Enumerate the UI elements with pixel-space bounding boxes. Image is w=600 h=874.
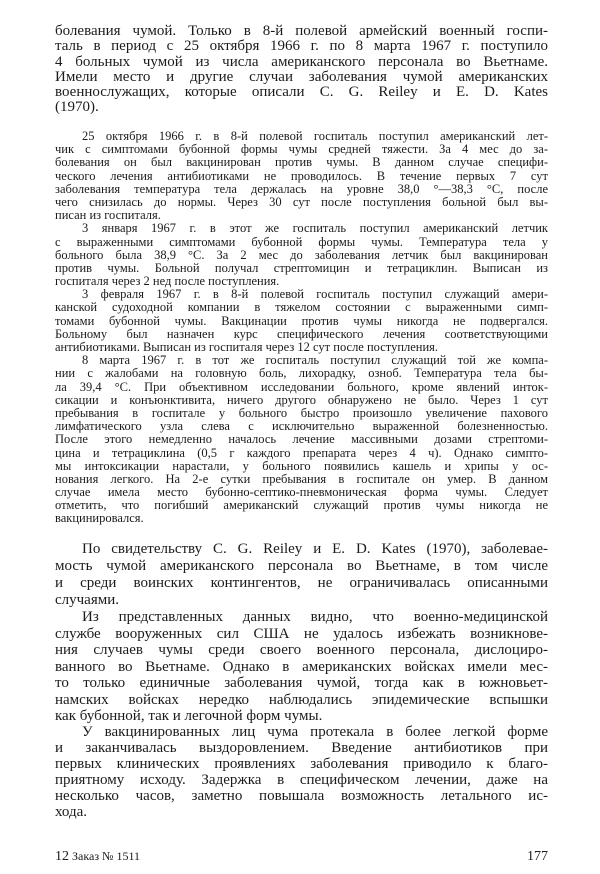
text-line: мы интоксикации нарастали, у больного появились кашель и хрипы у ос-: [55, 459, 548, 473]
text-line: больного была 38,9 °С. За 2 мес до заболевания летчик был вакцинирован: [55, 248, 548, 262]
text-line: таль в период с 25 октября 1966 г. по 8 марта 1967 г. поступило: [55, 39, 548, 55]
text-line: 8 марта 1967 г. в тот же госпиталь поступил служащий той же компа-: [82, 354, 548, 368]
text-line: (1970).: [55, 100, 99, 116]
text-line: хода.: [55, 804, 88, 820]
paragraph-conclusion: [55, 609, 548, 725]
text-line: чик с симптомами бубонной формы чумы средней тяжести. За 4 мес до за-: [55, 143, 548, 157]
text-line: мость чумой американского персонала во Вьетнаме, в том числе: [55, 558, 548, 574]
page-number: 177: [527, 849, 548, 864]
printer-signature: [55, 849, 140, 865]
text-line: 3 февраля 1967 г. в 8-й полевой госпиталь поступил служащий амери-: [82, 288, 548, 302]
text-line: против чумы. Больной получал стрептомицин и тетрациклин. Выписан из: [55, 261, 548, 275]
text-line: отметить, что погибший американский служащий против чумы никогда не: [55, 499, 548, 513]
text-line: чего снизилась до нормы. Через 30 сут после поступления больной был вы-: [55, 195, 548, 209]
text-line: нии с жалобами на головную боль, лихорадку, озноб. Температура тела бы-: [55, 367, 548, 381]
text-line: ванного во Вьетнаме. Однако в американских войсках имели мес-: [55, 658, 548, 675]
order-number: Заказ № 1511: [72, 849, 141, 863]
case-reports: [55, 130, 548, 526]
text-line: первых клинических проявлениях заболевания приводило к благо-: [55, 756, 548, 772]
text-line: намских войсках нередко наблюдались эпидемические вспышки: [55, 691, 548, 708]
text-line: службе вооруженных сил США не удалось избежать возникнове-: [55, 625, 548, 642]
text-line: случаями.: [55, 592, 120, 608]
text-line: После этого немедленно началось лечение массивными дозами стрептоми-: [55, 433, 548, 447]
text-line: с выраженными симптомами бубонной формы чумы. Температура тела у: [55, 235, 548, 249]
text-line: случае имела место бубонно-септико-пневмоническая форма чумы. Следует: [55, 486, 548, 500]
text-line: военнослужащих, которые описали C. G. Reiley и E. D. Kates: [55, 85, 548, 101]
text-line: вакцинировался.: [55, 512, 144, 526]
paragraph-reiley-kates: [55, 541, 548, 609]
page-footer: [55, 849, 548, 865]
text-line: 25 октября 1966 г. в 8-й полевой госпиталь поступил американский лет-: [82, 130, 548, 143]
text-line: пребывания в госпитале у больного быстро произошло увеличение пахового: [55, 406, 548, 420]
text-line: Из представленных данных видно, что военно-медицинской: [82, 609, 548, 625]
text-line: 4 больных чумой из числа американского персонала во Вьетнаме.: [55, 54, 548, 70]
text-line: канской судоходной компании в тяжелом состоянии с выраженными симп-: [55, 301, 548, 315]
text-line: то только единичные заболевания чумой, тогда как в южновьет-: [55, 675, 548, 691]
text-line: 3 января 1967 г. в этот же госпиталь поступил американский летчик: [82, 222, 548, 236]
text-line: Больному был назначен курс специфического лечения соответствующими: [55, 327, 548, 341]
text-line: Имели место и другие случаи заболевания чумой американских: [55, 69, 548, 85]
text-line: У вакцинированных лиц чума протекала в более легкой форме: [82, 724, 548, 740]
text-line: нования легкого. На 2-е сутки пребывания в госпитале он умер. В данном: [55, 472, 548, 486]
paragraph-vaccination: [55, 724, 548, 820]
text-line: несколько часов, заметно повышала возможность летального ис-: [55, 788, 548, 804]
signature-number: 12: [55, 849, 69, 864]
text-line: сикации и конъюнктивита, ничего другого обнаружено не было. Через 1 сут: [55, 393, 548, 407]
text-line: По свидетельству C. G. Reiley и E. D. Kates (1970), заболевае-: [82, 541, 548, 557]
text-line: цина и тетрациклина (0,5 г каждого препарата через 4 ч). Однако симпто-: [55, 446, 548, 460]
text-line: лимфатического узла слева с исключительно выраженной болезненностью.: [55, 420, 548, 434]
text-line: госпиталя через 2 нед после поступления.: [55, 275, 280, 289]
text-line: томами бубонной чумы. Вакцинации против чумы никогда не подвергался.: [55, 314, 548, 328]
text-line: ла 39,4 °С. При объективном исследовании больного, кроме явлений инток-: [55, 380, 548, 394]
text-line: ческого лечения антибиотиками не проводилось. В течение первых 7 сут: [55, 169, 548, 183]
text-line: как бубонной, так и легочной форм чумы.: [55, 708, 323, 724]
paragraph-intro: [55, 24, 548, 116]
text-line: антибиотиками. Выписан из госпиталя через 12 сут после поступления.: [55, 341, 439, 354]
text-line: заболевания температура тела держалась на уровне 38,0 °—38,3 °С, после: [55, 182, 548, 196]
text-line: ния случаев чумы среди своего военного персонала, дислоциро-: [55, 642, 548, 658]
text-line: болевания он был вакцинирован против чумы. В данном случае специфи-: [55, 156, 548, 170]
text-line: писан из госпиталя.: [55, 209, 161, 223]
text-line: и заканчивалась выздоровлением. Введение антибиотиков при: [55, 740, 548, 756]
text-line: болевания чумой. Только в 8-й полевой армейский военный госпи-: [55, 24, 548, 39]
text-line: приятному исходу. Задержка в специфическом лечении, даже на: [55, 772, 548, 788]
text-line: и среди воинских контингентов, не ограничивалась описанными: [55, 575, 548, 591]
